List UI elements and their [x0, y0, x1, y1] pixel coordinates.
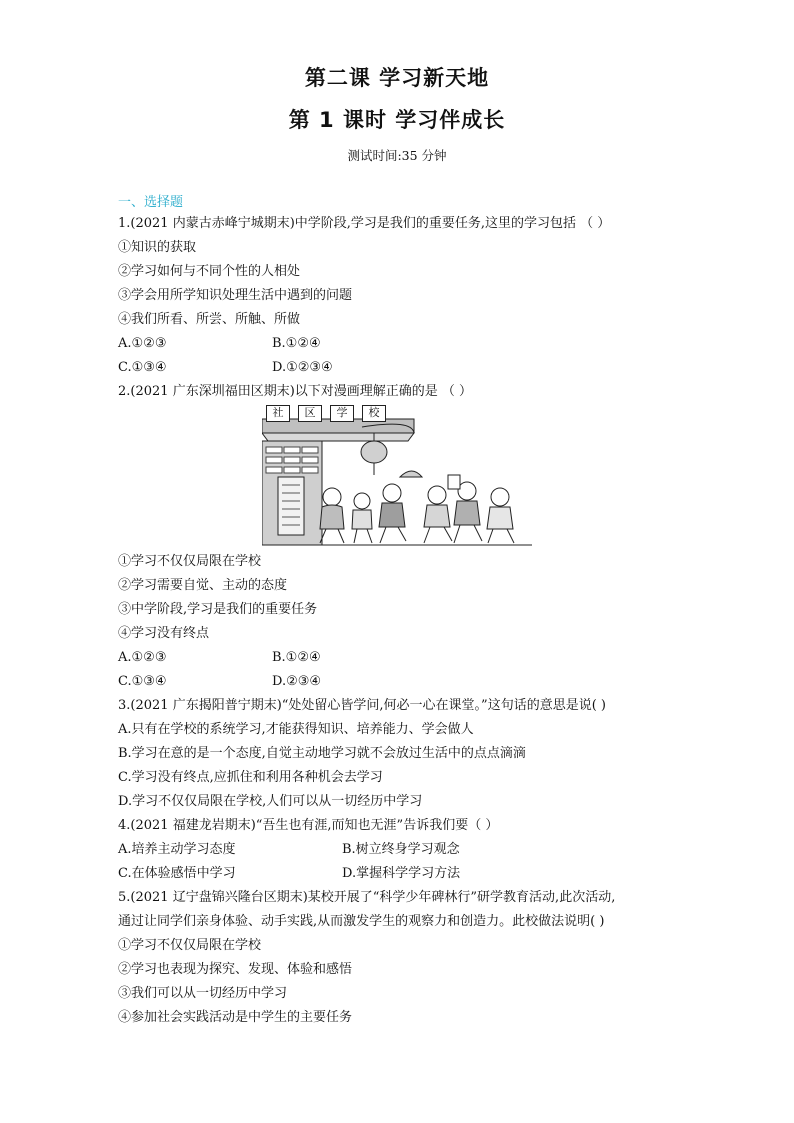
q1-option-a: A.①②③ — [118, 336, 167, 351]
q4-option-c: C.在体验感悟中学习 — [118, 866, 236, 881]
q5-stem-line-2: 通过让同学们亲身体验、动手实践,从而激发学生的观察力和创造力。此校做法说明( ) — [118, 914, 605, 929]
q2-item-4: ④学习没有终点 — [118, 626, 210, 641]
sign-char-4: 校 — [362, 405, 386, 422]
q2-item-1: ①学习不仅仅局限在学校 — [118, 554, 262, 569]
q2-option-d: D.②③④ — [272, 674, 322, 689]
community-school-cartoon — [262, 405, 532, 547]
q3-option-c: C.学习没有终点,应抓住和利用各种机会去学习 — [118, 770, 383, 785]
q1-option-b: B.①②④ — [272, 336, 321, 351]
sign-char-1: 社 — [266, 405, 290, 422]
q2-option-a: A.①②③ — [118, 650, 167, 665]
q1-item-1: ①知识的获取 — [118, 240, 197, 255]
q1-item-3: ③学会用所学知识处理生活中遇到的问题 — [118, 288, 353, 303]
q1-item-4: ④我们所看、所尝、所触、所做 — [118, 312, 301, 327]
q5-item-1: ①学习不仅仅局限在学校 — [118, 938, 262, 953]
q2-stem: 2.(2021 广东深圳福田区期末)以下对漫画理解正确的是 （ ） — [118, 384, 473, 399]
q4-option-a: A.培养主动学习态度 — [118, 842, 236, 857]
q2-option-c: C.①③④ — [118, 674, 167, 689]
q3-option-a: A.只有在学校的系统学习,才能获得知识、培养能力、学会做人 — [118, 722, 474, 737]
q1-stem: 1.(2021 内蒙古赤峰宁城期末)中学阶段,学习是我们的重要任务,这里的学习包括 （ ） — [118, 216, 611, 231]
q5-item-2: ②学习也表现为探究、发现、体验和感悟 — [118, 962, 353, 977]
q2-option-b: B.①②④ — [272, 650, 321, 665]
sign-char-2: 区 — [298, 405, 322, 422]
q4-option-d: D.掌握科学学习方法 — [342, 866, 461, 881]
q3-stem: 3.(2021 广东揭阳普宁期末)“处处留心皆学问,何必一心在课堂。”这句话的意思是说( ) — [118, 698, 606, 713]
lesson-title: 第二课 学习新天地 — [304, 66, 490, 90]
q5-item-4: ④参加社会实践活动是中学生的主要任务 — [118, 1010, 353, 1025]
q1-option-c: C.①③④ — [118, 360, 167, 375]
test-time: 测试时间:35 分钟 — [347, 148, 447, 163]
sign-char-3: 学 — [330, 405, 354, 422]
q4-option-b: B.树立终身学习观念 — [342, 842, 460, 857]
q5-item-3: ③我们可以从一切经历中学习 — [118, 986, 288, 1001]
q3-option-b: B.学习在意的是一个态度,自觉主动地学习就不会放过生活中的点点滴滴 — [118, 746, 526, 761]
q4-stem: 4.(2021 福建龙岩期末)“吾生也有涯,而知也无涯”告诉我们要（ ） — [118, 818, 499, 833]
lesson-subtitle: 第 1 课时 学习伴成长 — [288, 108, 506, 132]
q3-option-d: D.学习不仅仅局限在学校,人们可以从一切经历中学习 — [118, 794, 423, 809]
q1-option-d: D.①②③④ — [272, 360, 333, 375]
q1-item-2: ②学习如何与不同个性的人相处 — [118, 264, 301, 279]
q5-stem-line-1: 5.(2021 辽宁盘锦兴隆台区期末)某校开展了“科学少年碑林行”研学教育活动,此次活动, — [118, 890, 616, 905]
q2-item-2: ②学习需要自觉、主动的态度 — [118, 578, 288, 593]
q2-item-3: ③中学阶段,学习是我们的重要任务 — [118, 602, 318, 617]
section-heading: 一、选择题 — [118, 195, 184, 210]
